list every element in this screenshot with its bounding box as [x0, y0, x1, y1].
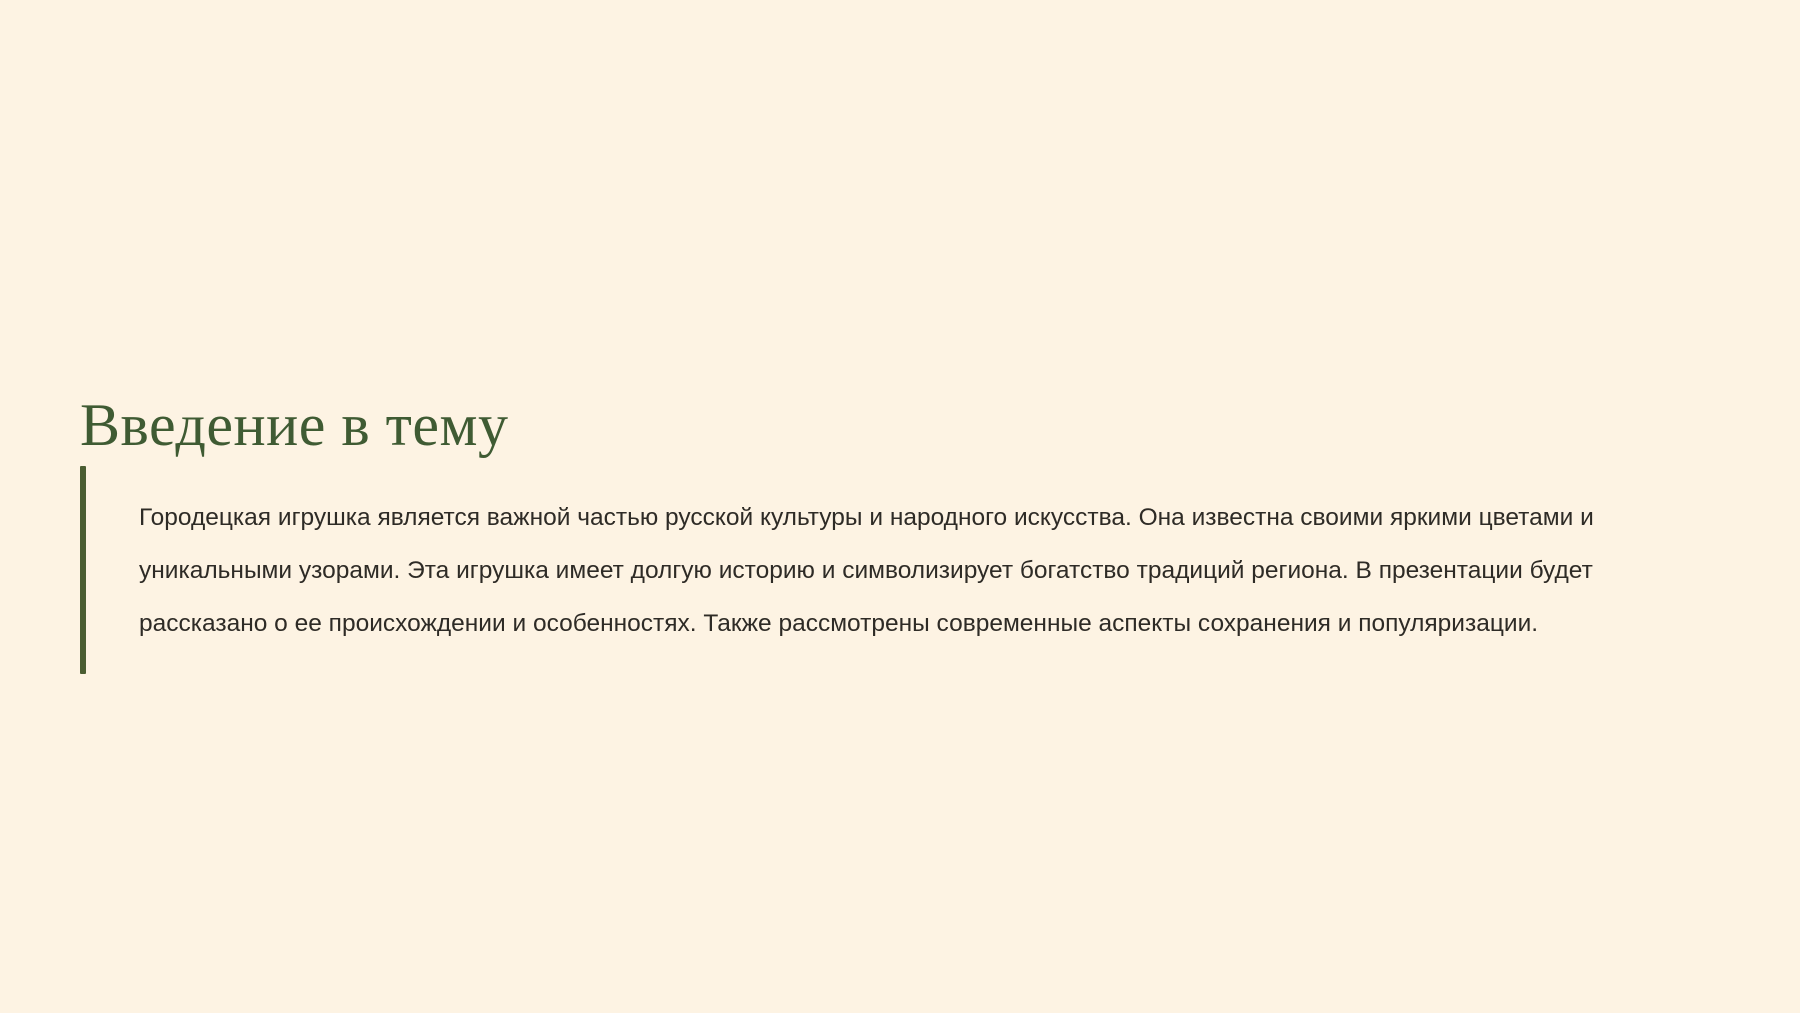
body-content-block	[80, 466, 1720, 674]
page-title: Введение в тему	[80, 392, 509, 459]
body-paragraph: Городецкая игрушка является важной частью русской культуры и народного искусства. Она известна своими яркими цветами и уникальными узорами. Эта игрушка имеет долгую историю и символизирует богатство традиций региона. В презентации будет рассказано о ее происхождении и особенностях. Также рассмотрены современные аспекты сохранения и популяризации.	[139, 503, 1594, 637]
